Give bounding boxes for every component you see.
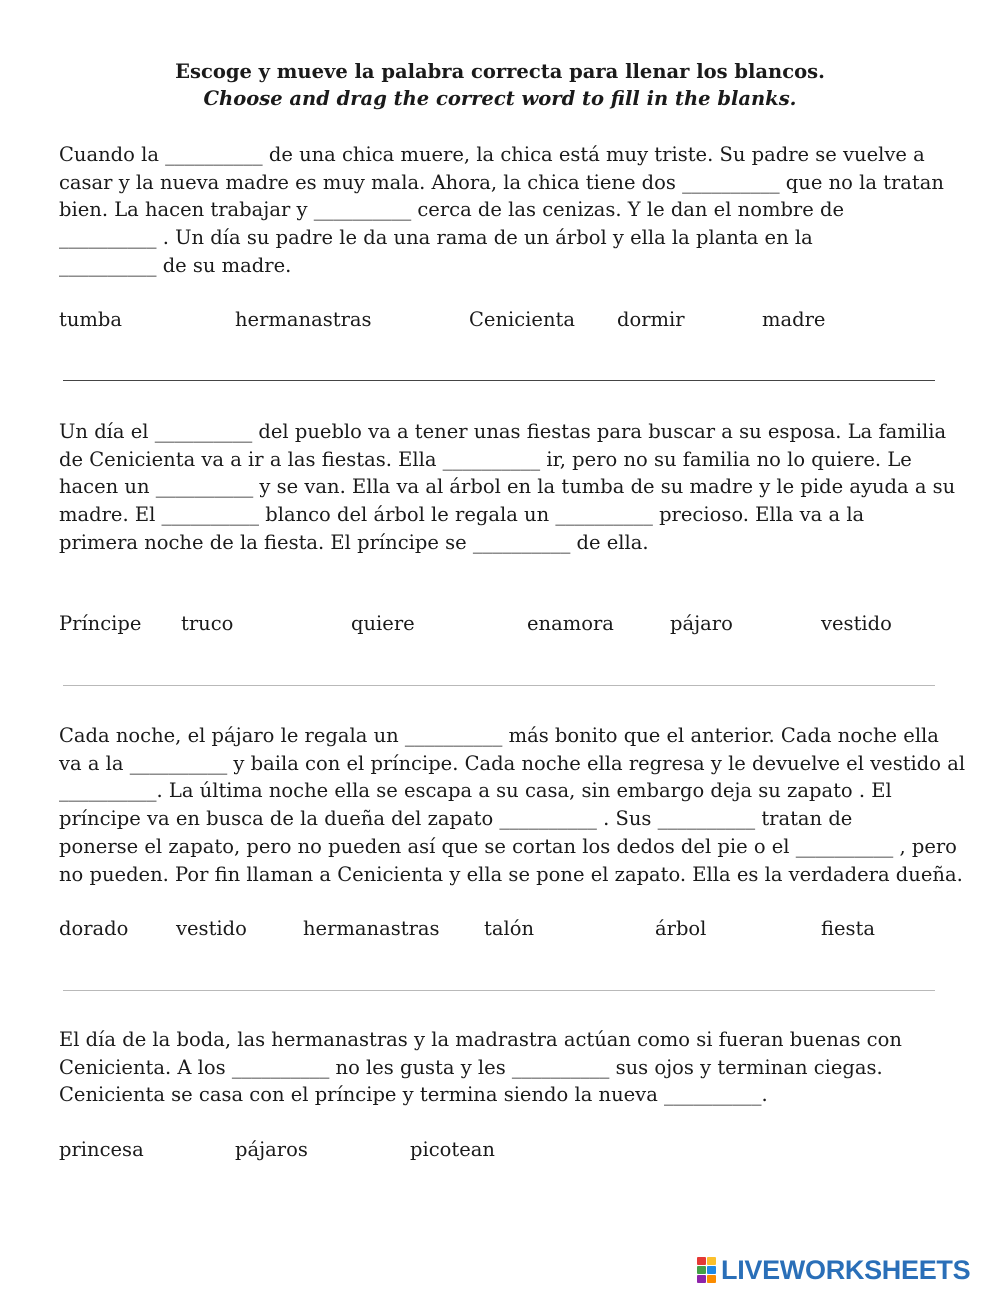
section-divider <box>63 380 935 381</box>
paragraph-line: de Cenicienta va a ir a las fiestas. Ella __________ ir, pero no su familia no lo quiere. Le <box>59 447 912 471</box>
paragraph-line: madre. El __________ blanco del árbol le regala un __________ precioso. Ella va a la <box>59 503 865 527</box>
paragraph-line: casar y la nueva madre es muy mala. Ahora, la chica tiene dos __________ que no la tratan <box>59 170 944 194</box>
liveworksheets-logo <box>697 1255 970 1285</box>
word-option[interactable]: dorado <box>59 917 129 940</box>
word-option[interactable]: Cenicienta <box>469 308 575 331</box>
word-option[interactable]: enamora <box>527 612 614 635</box>
paragraph-line: Cuando la __________ de una chica muere, la chica está muy triste. Su padre se vuelve a <box>59 143 925 166</box>
paragraph-4 <box>59 1026 902 1109</box>
paragraph-line: __________ . Un día su padre le da una rama de un árbol y ella la planta en la <box>59 226 813 250</box>
word-option[interactable]: tumba <box>59 308 122 331</box>
paragraph-line: El día de la boda, las hermanastras y la madrastra actúan como si fueran buenas con <box>59 1028 902 1051</box>
paragraph-1 <box>59 141 944 280</box>
word-option[interactable]: pájaros <box>235 1138 308 1161</box>
word-option[interactable]: Príncipe <box>59 612 142 635</box>
word-option[interactable]: hermanastras <box>235 308 372 331</box>
instructions-spanish: Escoge y mueve la palabra correcta para llenar los blancos. <box>175 60 825 83</box>
paragraph-line: va a la __________ y baila con el príncipe. Cada noche ella regresa y le devuelve el vestido al <box>59 751 966 775</box>
word-option[interactable]: fiesta <box>821 917 876 940</box>
paragraph-line: ponerse el zapato, pero no pueden así que se cortan los dedos del pie o el __________ , pero <box>59 834 957 858</box>
word-option[interactable]: truco <box>181 612 234 635</box>
word-option[interactable]: talón <box>484 917 534 940</box>
paragraph-line: primera noche de la fiesta. El príncipe se __________ de ella. <box>59 530 649 554</box>
word-option[interactable]: dormir <box>617 308 685 331</box>
paragraph-line: Cenicienta. A los __________ no les gusta y les __________ sus ojos y terminan ciegas. <box>59 1055 883 1079</box>
paragraph-line: __________ de su madre. <box>59 253 292 277</box>
paragraph-2 <box>59 418 955 557</box>
brand-name: LIVEWORKSHEETS <box>721 1254 971 1285</box>
paragraph-line: __________. La última noche ella se escapa a su casa, sin embargo deja su zapato . El <box>59 779 892 803</box>
word-option[interactable]: quiere <box>351 612 415 635</box>
word-option[interactable]: vestido <box>176 917 247 940</box>
instructions-english: Choose and drag the correct word to fill in the blanks. <box>203 87 797 110</box>
paragraph-line: no pueden. Por fin llaman a Cenicienta y ella se pone el zapato. Ella es la verdadera dueña. <box>59 862 963 886</box>
word-option[interactable]: madre <box>762 308 826 331</box>
paragraph-line: príncipe va en busca de la dueña del zapato __________ . Sus __________ tratan de <box>59 807 853 831</box>
paragraph-line: Cada noche, el pájaro le regala un __________ más bonito que el anterior. Cada noche ella <box>59 724 939 747</box>
word-option[interactable]: árbol <box>655 917 707 940</box>
paragraph-line: bien. La hacen trabajar y __________ cerca de las cenizas. Y le dan el nombre de <box>59 198 845 222</box>
section-divider <box>63 990 935 991</box>
paragraph-line: hacen un __________ y se van. Ella va al árbol en la tumba de su madre y le pide ayuda a su <box>59 475 956 499</box>
paragraph-3 <box>59 722 965 888</box>
section-divider <box>63 685 935 686</box>
word-option[interactable]: pájaro <box>670 612 733 635</box>
liveworksheets-logo-icon <box>697 1257 715 1283</box>
word-option[interactable]: vestido <box>821 612 892 635</box>
paragraph-line: Un día el __________ del pueblo va a tener unas fiestas para buscar a su esposa. La familia <box>59 420 947 443</box>
word-option[interactable]: hermanastras <box>303 917 440 940</box>
word-option[interactable]: picotean <box>410 1138 495 1161</box>
word-option[interactable]: princesa <box>59 1138 144 1161</box>
paragraph-line: Cenicienta se casa con el príncipe y termina siendo la nueva __________. <box>59 1083 768 1107</box>
